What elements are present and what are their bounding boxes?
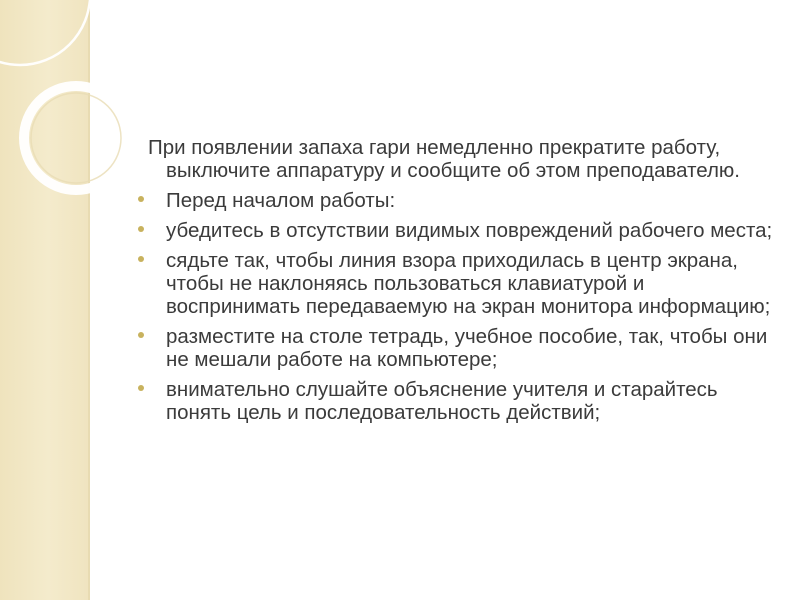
bullet-dot-icon xyxy=(138,226,144,232)
bullet-item xyxy=(138,219,778,242)
bullet-dot-icon xyxy=(138,385,144,391)
side-band-edge xyxy=(88,0,90,600)
bullet-text: разместите на столе тетрадь, учебное пособие, так, чтобы они не мешали работе на компьютере; xyxy=(166,325,768,371)
bullet-dot-icon xyxy=(138,256,144,262)
bullet-item xyxy=(138,325,778,371)
bullet-text: внимательно слушайте объяснение учителя и старайтесь понять цель и последовательность действий; xyxy=(166,378,718,424)
bullet-dot-icon xyxy=(138,196,144,202)
bullet-text: убедитесь в отсутствии видимых повреждений рабочего места; xyxy=(166,219,773,242)
intro-text: При появлении запаха гари немедленно прекратите работу, выключите аппаратуру и сообщите об этом преподавателю. xyxy=(148,136,740,182)
bullet-item xyxy=(138,378,778,424)
bullet-item xyxy=(138,249,778,318)
intro-paragraph xyxy=(138,136,778,182)
side-decoration-band xyxy=(0,0,88,600)
bullet-text: сядьте так, чтобы линия взора приходилась в центр экрана, чтобы не наклоняясь пользоваться клавиатурой и воспринимать передаваемую на экран монитора информацию; xyxy=(166,249,771,318)
bullet-text: Перед началом работы: xyxy=(166,189,396,212)
bullet-item xyxy=(138,189,778,212)
bullet-dot-icon xyxy=(138,332,144,338)
slide-body-text xyxy=(138,136,778,431)
